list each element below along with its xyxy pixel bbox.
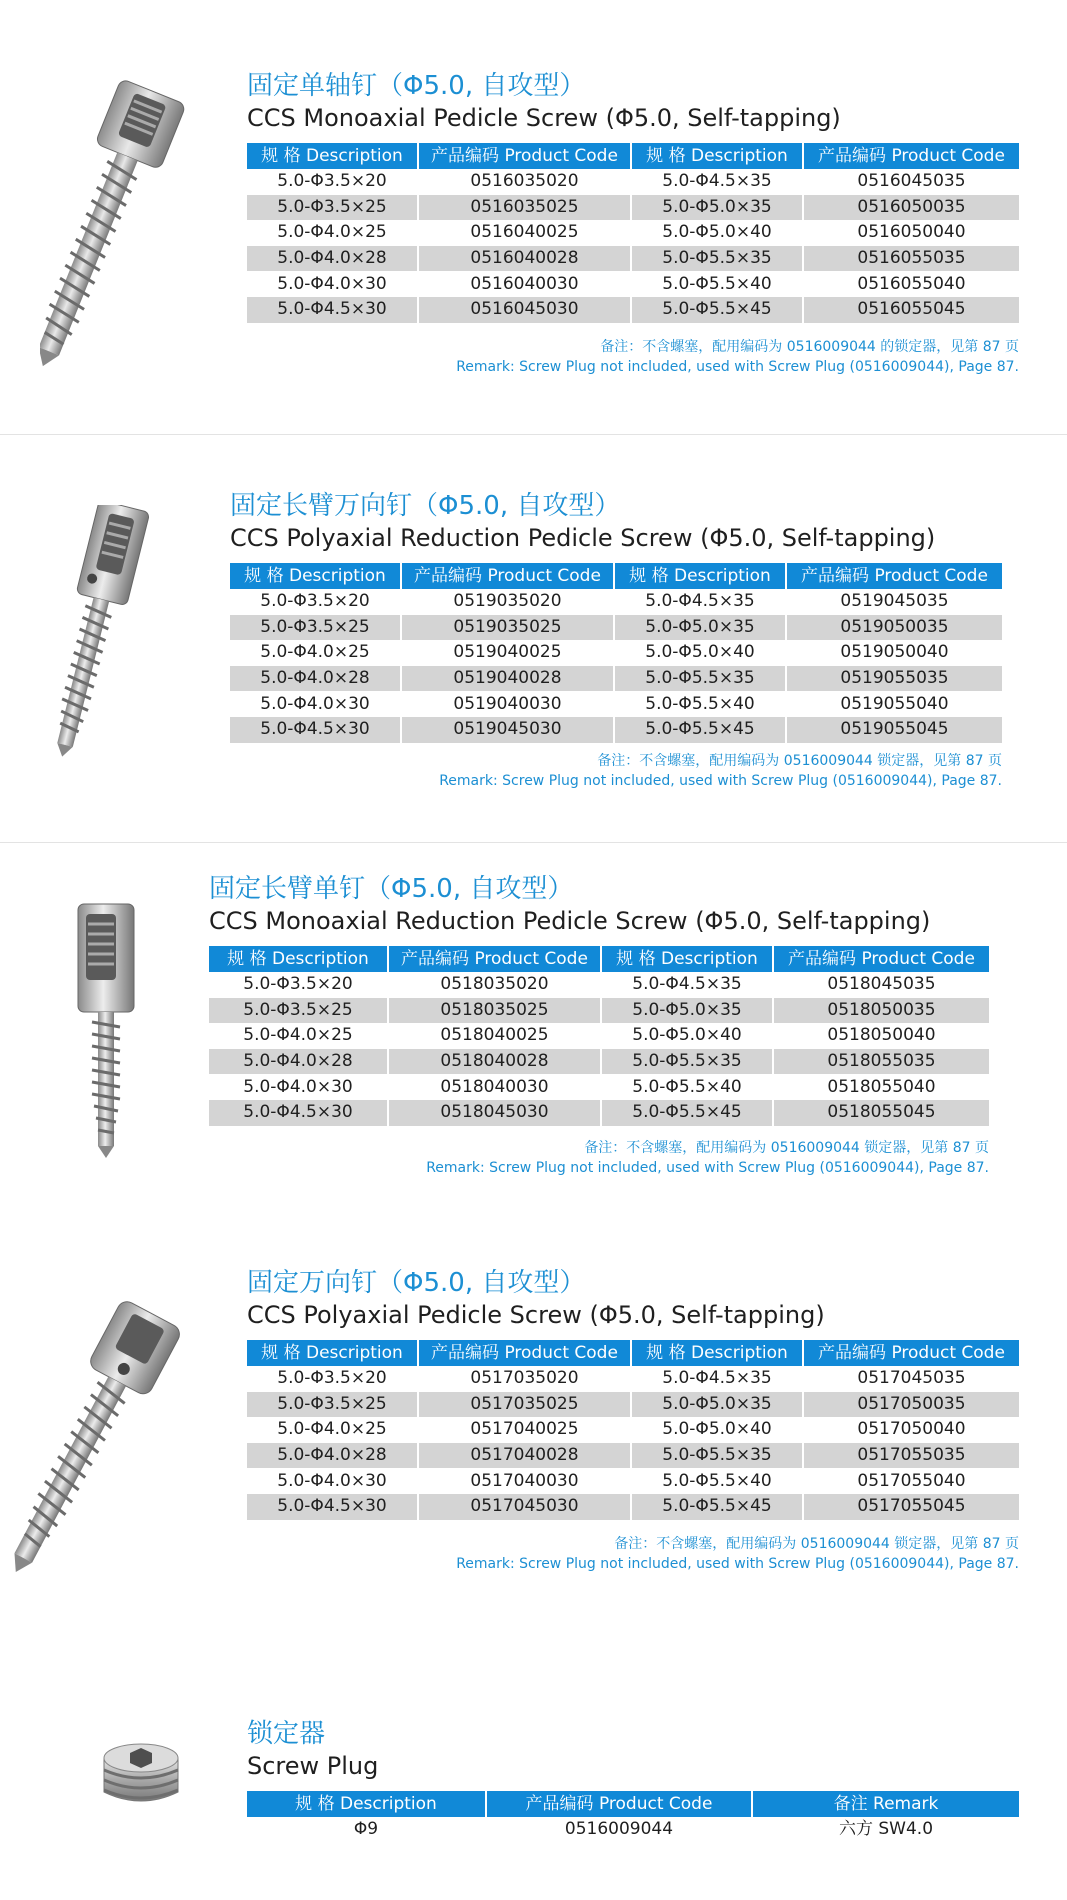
section-title-en: CCS Monoaxial Pedicle Screw (Φ5.0, Self-tapping) xyxy=(247,104,841,132)
table-cell: 5.0-Φ4.0×30 xyxy=(247,271,419,297)
table-cell: 0519035025 xyxy=(402,615,615,641)
table-cell: 5.0-Φ5.5×45 xyxy=(615,717,787,743)
table-cell: 0517040028 xyxy=(419,1443,632,1469)
table-cell: 0516050040 xyxy=(857,222,966,243)
table-row xyxy=(209,1100,989,1126)
table-row xyxy=(247,246,1019,272)
table-row xyxy=(230,640,1002,666)
table-cell: 5.0-Φ3.5×20 xyxy=(230,589,402,615)
remark-cn: 备注：不含螺塞，配用编码为 0516009044 锁定器，见第 87 页 xyxy=(597,752,1002,769)
table-row xyxy=(230,717,1002,743)
table-cell: 0517035020 xyxy=(419,1366,632,1392)
col-header: 备注 Remark xyxy=(753,1791,1019,1817)
table-cell: 0519040030 xyxy=(402,691,615,717)
screw-image-monoaxial-reduction xyxy=(48,900,158,1164)
section-title-en: CCS Polyaxial Reduction Pedicle Screw (Φ5.0, Self-tapping) xyxy=(230,524,936,552)
table-cell: 0516035020 xyxy=(419,169,632,195)
table-row xyxy=(209,972,989,998)
col-header: 产品编码 Product Code xyxy=(804,1340,1019,1366)
table-cell: Φ9 xyxy=(247,1817,487,1843)
remark-cn: 备注：不含螺塞，配用编码为 0516009044 的锁定器，见第 87 页 xyxy=(600,338,1019,355)
table-cell: 5.0-Φ4.0×25 xyxy=(230,640,402,666)
section-polyaxial-pedicle-screw xyxy=(247,1267,1019,1574)
table-cell: 0516040025 xyxy=(419,220,632,246)
remark-block xyxy=(230,751,1002,791)
table-cell: 0519050035 xyxy=(787,615,1002,641)
table-row xyxy=(230,666,1002,692)
table-cell: 5.0-Φ5.0×35 xyxy=(602,998,774,1024)
table-cell: 0516055045 xyxy=(804,297,1019,323)
table-cell: 5.0-Φ5.5×35 xyxy=(632,246,804,272)
table-cell: 0518035020 xyxy=(389,972,602,998)
section-title-cn: 固定单轴钉（Φ5.0, 自攻型） xyxy=(247,71,586,101)
table-cell: 5.0-Φ5.0×35 xyxy=(632,1392,804,1418)
section-title-en: CCS Monoaxial Reduction Pedicle Screw (Φ5.0, Self-tapping) xyxy=(209,907,931,935)
table-cell: 0518055045 xyxy=(774,1100,989,1126)
table-cell: 0517055035 xyxy=(804,1443,1019,1469)
spec-table xyxy=(247,143,1019,323)
remark-en: Remark: Screw Plug not included, used with Screw Plug (0516009044), Page 87. xyxy=(426,1159,989,1176)
col-header: 规 格 Description xyxy=(209,946,389,972)
table-cell: 5.0-Φ3.5×25 xyxy=(230,615,402,641)
table-cell: 5.0-Φ4.0×25 xyxy=(247,1417,419,1443)
table-cell: 5.0-Φ4.5×30 xyxy=(230,717,402,743)
col-header: 规 格 Description xyxy=(247,1340,419,1366)
section-title-cn: 固定长臂单钉（Φ5.0, 自攻型） xyxy=(209,874,574,904)
col-header: 产品编码 Product Code xyxy=(402,563,615,589)
remark-cn: 备注：不含螺塞，配用编码为 0516009044 锁定器，见第 87 页 xyxy=(614,1535,1019,1552)
table-cell: 0516035025 xyxy=(419,195,632,221)
table-cell: 5.0-Φ5.0×35 xyxy=(615,615,787,641)
spec-table xyxy=(230,563,1002,743)
table-cell: 5.0-Φ5.5×45 xyxy=(632,1494,804,1520)
col-header: 规 格 Description xyxy=(632,143,804,169)
table-header-row xyxy=(230,563,1002,589)
col-header: 产品编码 Product Code xyxy=(419,143,632,169)
col-header: 产品编码 Product Code xyxy=(487,1791,753,1817)
section-divider xyxy=(0,434,1067,435)
section-monoaxial-reduction-pedicle-screw xyxy=(209,873,989,1178)
table-cell: 0518045030 xyxy=(389,1100,602,1126)
table-cell: 0517055045 xyxy=(804,1494,1019,1520)
table-row xyxy=(247,1392,1019,1418)
table-cell: 5.0-Φ4.5×30 xyxy=(247,1494,419,1520)
col-header: 产品编码 Product Code xyxy=(389,946,602,972)
col-header: 产品编码 Product Code xyxy=(774,946,989,972)
section-title-en: Screw Plug xyxy=(247,1752,379,1780)
table-cell: 0516045035 xyxy=(857,171,966,192)
table-cell: 5.0-Φ5.0×40 xyxy=(602,1023,774,1049)
section-title-cn: 锁定器 xyxy=(247,1719,326,1749)
table-cell: 0516055035 xyxy=(804,246,1019,272)
table-cell: 0516050035 xyxy=(804,195,1019,221)
table-cell: 5.0-Φ4.5×35 xyxy=(615,589,787,615)
table-cell: 5.0-Φ4.0×28 xyxy=(209,1049,389,1075)
table-row xyxy=(247,220,1019,246)
table-row xyxy=(247,271,1019,297)
table-cell: 0517045030 xyxy=(419,1494,632,1520)
section-polyaxial-reduction-pedicle-screw xyxy=(230,490,1002,791)
table-cell: 0517045035 xyxy=(857,1368,966,1389)
remark-block xyxy=(247,1534,1019,1574)
table-cell: 0517040030 xyxy=(419,1468,632,1494)
col-header: 产品编码 Product Code xyxy=(419,1340,632,1366)
col-header: 规 格 Description xyxy=(247,1791,487,1817)
remark-en: Remark: Screw Plug not included, used with Screw Plug (0516009044), Page 87. xyxy=(456,358,1019,375)
table-cell: 0518055040 xyxy=(827,1076,936,1097)
table-row xyxy=(209,998,989,1024)
table-cell: 5.0-Φ4.0×25 xyxy=(209,1023,389,1049)
remark-en: Remark: Screw Plug not included, used with Screw Plug (0516009044), Page 87. xyxy=(439,772,1002,789)
table-cell: 5.0-Φ3.5×20 xyxy=(247,1366,419,1392)
table-cell: 5.0-Φ3.5×25 xyxy=(247,195,419,221)
table-row xyxy=(247,1443,1019,1469)
section-title-cn: 固定万向钉（Φ5.0, 自攻型） xyxy=(247,1268,586,1298)
table-row xyxy=(230,615,1002,641)
table-row xyxy=(247,1468,1019,1494)
table-cell: 0516040030 xyxy=(419,271,632,297)
table-cell: 5.0-Φ4.0×28 xyxy=(247,1443,419,1469)
table-cell: 0518040030 xyxy=(389,1074,602,1100)
table-cell: 0519055035 xyxy=(787,666,1002,692)
table-row xyxy=(230,691,1002,717)
table-cell: 0517040025 xyxy=(419,1417,632,1443)
table-cell: 5.0-Φ5.5×35 xyxy=(632,1443,804,1469)
table-header-row xyxy=(247,1791,1019,1817)
table-cell: 5.0-Φ4.0×30 xyxy=(230,691,402,717)
table-cell: 0518040025 xyxy=(389,1023,602,1049)
table-cell: 0517035025 xyxy=(419,1392,632,1418)
table-cell: 5.0-Φ4.0×30 xyxy=(209,1074,389,1100)
col-header: 规 格 Description xyxy=(230,563,402,589)
table-cell: 5.0-Φ5.0×35 xyxy=(632,195,804,221)
table-cell: 5.0-Φ3.5×25 xyxy=(209,998,389,1024)
remark-block xyxy=(247,337,1019,377)
table-row xyxy=(209,1074,989,1100)
table-row xyxy=(247,169,1019,195)
table-cell: 5.0-Φ4.0×30 xyxy=(247,1468,419,1494)
table-cell: 0516045030 xyxy=(419,297,632,323)
col-header: 规 格 Description xyxy=(632,1340,804,1366)
table-cell: 0518050040 xyxy=(827,1025,936,1046)
table-cell: 5.0-Φ5.5×40 xyxy=(615,691,787,717)
section-title-cn: 固定长臂万向钉（Φ5.0, 自攻型） xyxy=(230,491,621,521)
table-cell: 5.0-Φ4.0×28 xyxy=(230,666,402,692)
table-row xyxy=(230,589,1002,615)
table-cell: 5.0-Φ5.5×45 xyxy=(632,297,804,323)
section-monoaxial-pedicle-screw xyxy=(247,70,1019,377)
table-cell: 5.0-Φ4.5×30 xyxy=(247,297,419,323)
table-cell: 5.0-Φ4.0×25 xyxy=(247,220,419,246)
remark-block xyxy=(209,1138,989,1178)
table-cell: 0518050035 xyxy=(774,998,989,1024)
table-cell: 5.0-Φ5.0×40 xyxy=(615,640,787,666)
col-header: 产品编码 Product Code xyxy=(804,143,1019,169)
table-cell: 0519050040 xyxy=(840,642,949,663)
screw-image-monoaxial xyxy=(40,78,200,382)
table-row xyxy=(247,1817,1019,1843)
table-cell: 0517050035 xyxy=(804,1392,1019,1418)
table-cell: 六方 SW4.0 xyxy=(838,1819,934,1840)
table-cell: 5.0-Φ4.5×35 xyxy=(632,169,804,195)
col-header: 产品编码 Product Code xyxy=(787,563,1002,589)
table-cell: 0517055040 xyxy=(857,1470,966,1491)
table-row xyxy=(209,1023,989,1049)
table-cell: 5.0-Φ3.5×25 xyxy=(247,1392,419,1418)
table-cell: 5.0-Φ4.5×30 xyxy=(209,1100,389,1126)
spec-table xyxy=(247,1340,1019,1520)
table-cell: 5.0-Φ4.5×35 xyxy=(602,972,774,998)
table-cell: 0518045035 xyxy=(827,974,936,995)
table-cell: 0516009044 xyxy=(487,1817,753,1843)
table-cell: 0519055040 xyxy=(840,693,949,714)
table-cell: 0518055035 xyxy=(774,1049,989,1075)
table-cell: 0519055045 xyxy=(787,717,1002,743)
table-cell: 5.0-Φ4.5×35 xyxy=(632,1366,804,1392)
table-cell: 5.0-Φ5.5×40 xyxy=(632,1468,804,1494)
table-header-row xyxy=(247,143,1019,169)
table-cell: 5.0-Φ5.0×40 xyxy=(632,1417,804,1443)
section-divider xyxy=(0,842,1067,843)
col-header: 规 格 Description xyxy=(615,563,787,589)
remark-cn: 备注：不含螺塞，配用编码为 0516009044 锁定器，见第 87 页 xyxy=(584,1139,989,1156)
table-cell: 0516055040 xyxy=(857,273,966,294)
table-cell: 0518035025 xyxy=(389,998,602,1024)
table-cell: 5.0-Φ4.0×28 xyxy=(247,246,419,272)
table-cell: 0519045030 xyxy=(402,717,615,743)
table-row xyxy=(247,297,1019,323)
table-cell: 0519035020 xyxy=(402,589,615,615)
table-row xyxy=(247,195,1019,221)
table-row xyxy=(247,1366,1019,1392)
col-header: 规 格 Description xyxy=(247,143,419,169)
table-row xyxy=(247,1494,1019,1520)
screw-image-polyaxial-reduction xyxy=(42,505,162,769)
section-screw-plug xyxy=(247,1718,1019,1843)
section-title-en: CCS Polyaxial Pedicle Screw (Φ5.0, Self-tapping) xyxy=(247,1301,825,1329)
table-cell: 0518040028 xyxy=(389,1049,602,1075)
table-cell: 0519040025 xyxy=(402,640,615,666)
spec-table xyxy=(209,946,989,1126)
table-cell: 0517050040 xyxy=(857,1419,966,1440)
screw-plug-image xyxy=(96,1736,186,1820)
table-cell: 5.0-Φ5.0×40 xyxy=(632,220,804,246)
table-header-row xyxy=(209,946,989,972)
table-row xyxy=(209,1049,989,1075)
table-cell: 5.0-Φ5.5×40 xyxy=(602,1074,774,1100)
table-cell: 5.0-Φ5.5×45 xyxy=(602,1100,774,1126)
table-cell: 5.0-Φ5.5×35 xyxy=(602,1049,774,1075)
col-header: 规 格 Description xyxy=(602,946,774,972)
table-cell: 0519040028 xyxy=(402,666,615,692)
remark-en: Remark: Screw Plug not included, used with Screw Plug (0516009044), Page 87. xyxy=(456,1555,1019,1572)
table-cell: 5.0-Φ3.5×20 xyxy=(209,972,389,998)
table-row xyxy=(247,1417,1019,1443)
table-cell: 0516040028 xyxy=(419,246,632,272)
table-cell: 5.0-Φ3.5×20 xyxy=(247,169,419,195)
table-cell: 5.0-Φ5.5×35 xyxy=(615,666,787,692)
table-cell: 0519045035 xyxy=(840,591,949,612)
screw-image-polyaxial xyxy=(14,1300,204,1594)
table-cell: 5.0-Φ5.5×40 xyxy=(632,271,804,297)
table-header-row xyxy=(247,1340,1019,1366)
spec-table xyxy=(247,1791,1019,1843)
